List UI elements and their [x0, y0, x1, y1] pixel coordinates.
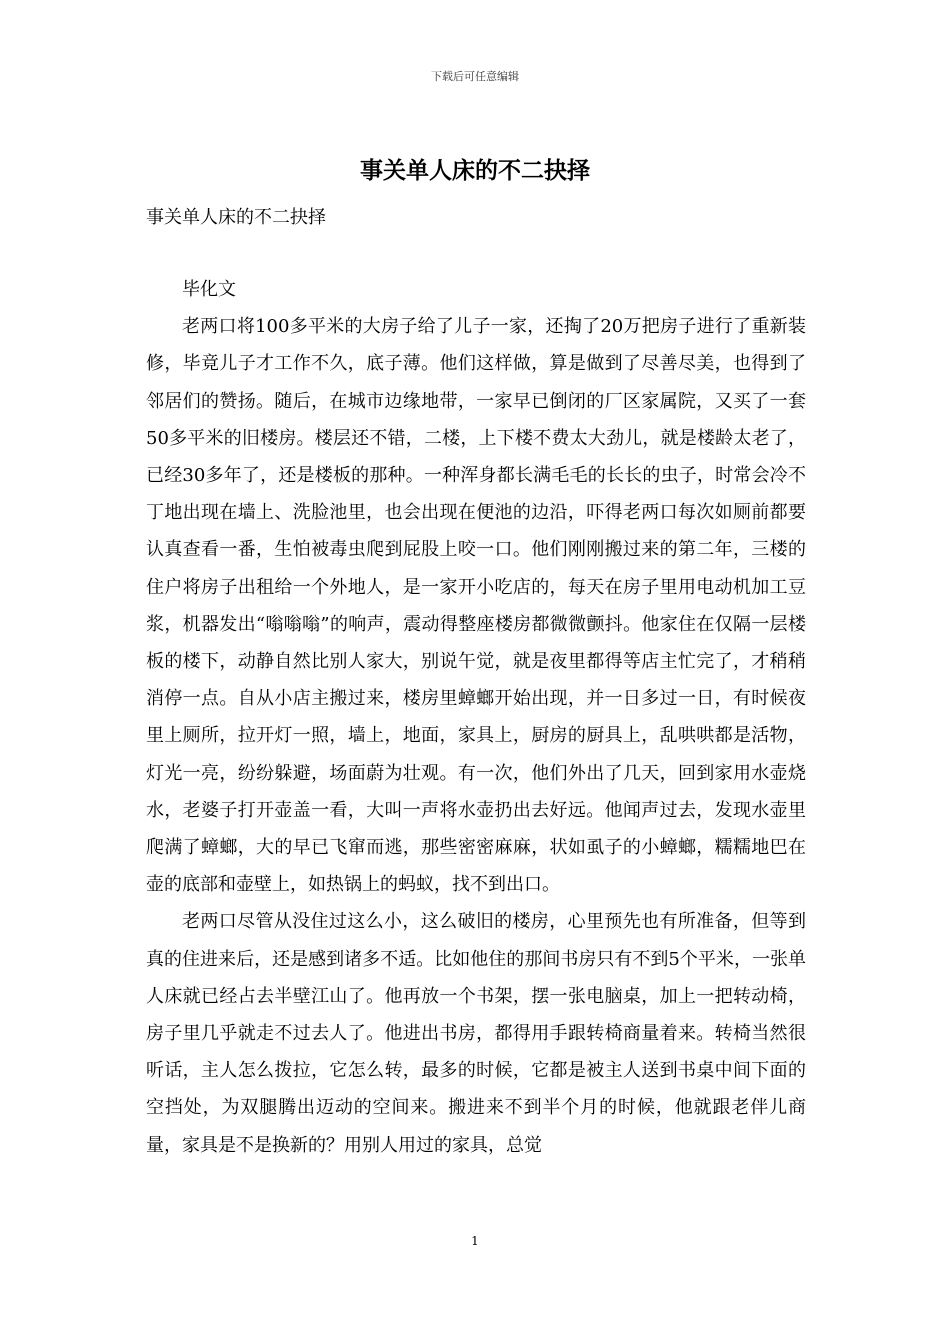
paragraph: 老两口尽管从没住过这么小，这么破旧的楼房，心里预先也有所准备，但等到真的住进来后，还是感到诸多不适。比如他住的那间书房只有不到5个平米，一张单人床就已经占去半壁江山了。他再放一个书架，摆一张电脑桌，加上一把转动椅，房子里几乎就走不过去人了。他进出书房，都得用手跟转椅商量着来。转椅当然很听话，主人怎么拨拉，它怎么转，最多的时候，它都是被主人送到书桌中间下面的空挡处，为双腿腾出迈动的空间来。搬进来不到半个月的时候，他就跟老伴儿商量，家具是不是换新的？用别人用过的家具，总觉 [146, 911, 806, 1156]
page-number: 1 [471, 1234, 479, 1248]
document-body [146, 271, 806, 1164]
author-line: 毕化文 [182, 279, 236, 300]
header-note: 下载后可任意编辑 [431, 70, 519, 83]
paragraph: 老两口将100多平米的大房子给了儿子一家，还掏了20万把房子进行了重新装修，毕竟儿子才工作不久，底子薄。他们这样做，算是做到了尽善尽美，也得到了邻居们的赞扬。随后，在城市边缘地带，一家早已倒闭的厂区家属院，又买了一套50多平米的旧楼房。楼层还不错，二楼，上下楼不费太大劲儿，就是楼龄太老了，已经30多年了，还是楼板的那种。一种浑身都长满毛毛的长长的虫子，时常会冷不丁地出现在墙上、洗脸池里，也会出现在便池的边沿，吓得老两口每次如厕前都要认真查看一番，生怕被毒虫爬到屁股上咬一口。他们刚刚搬过来的第二年，三楼的住户将房子出租给一个外地人，是一家开小吃店的，每天在房子里用电动机加工豆浆，机器发出“嗡嗡嗡”的响声，震动得整座楼房都微微颤抖。他家住在仅隔一层楼板的楼下，动静自然比别人家大，别说午觉，就是夜里都得等店主忙完了，才稍稍消停一点。自从小店主搬过来，楼房里蟑螂开始出现，并一日多过一日，有时候夜里上厕所，拉开灯一照，墙上，地面，家具上，厨房的厨具上，乱哄哄都是活物，灯光一亮，纷纷躲避，场面蔚为壮观。有一次，他们外出了几天，回到家用水壶烧水，老婆子打开壶盖一看，大叫一声将水壶扔出去好远。他闻声过去，发现水壶里爬满了蟑螂，大的早已飞窜而逃，那些密密麻麻，状如虱子的小蟑螂，糯糯地巴在壶的底部和壶壁上，如热锅上的蚂蚁，找不到出口。 [146, 316, 806, 896]
document-title: 事关单人床的不二抉择 [360, 157, 590, 184]
document-subtitle: 事关单人床的不二抉择 [146, 207, 326, 228]
